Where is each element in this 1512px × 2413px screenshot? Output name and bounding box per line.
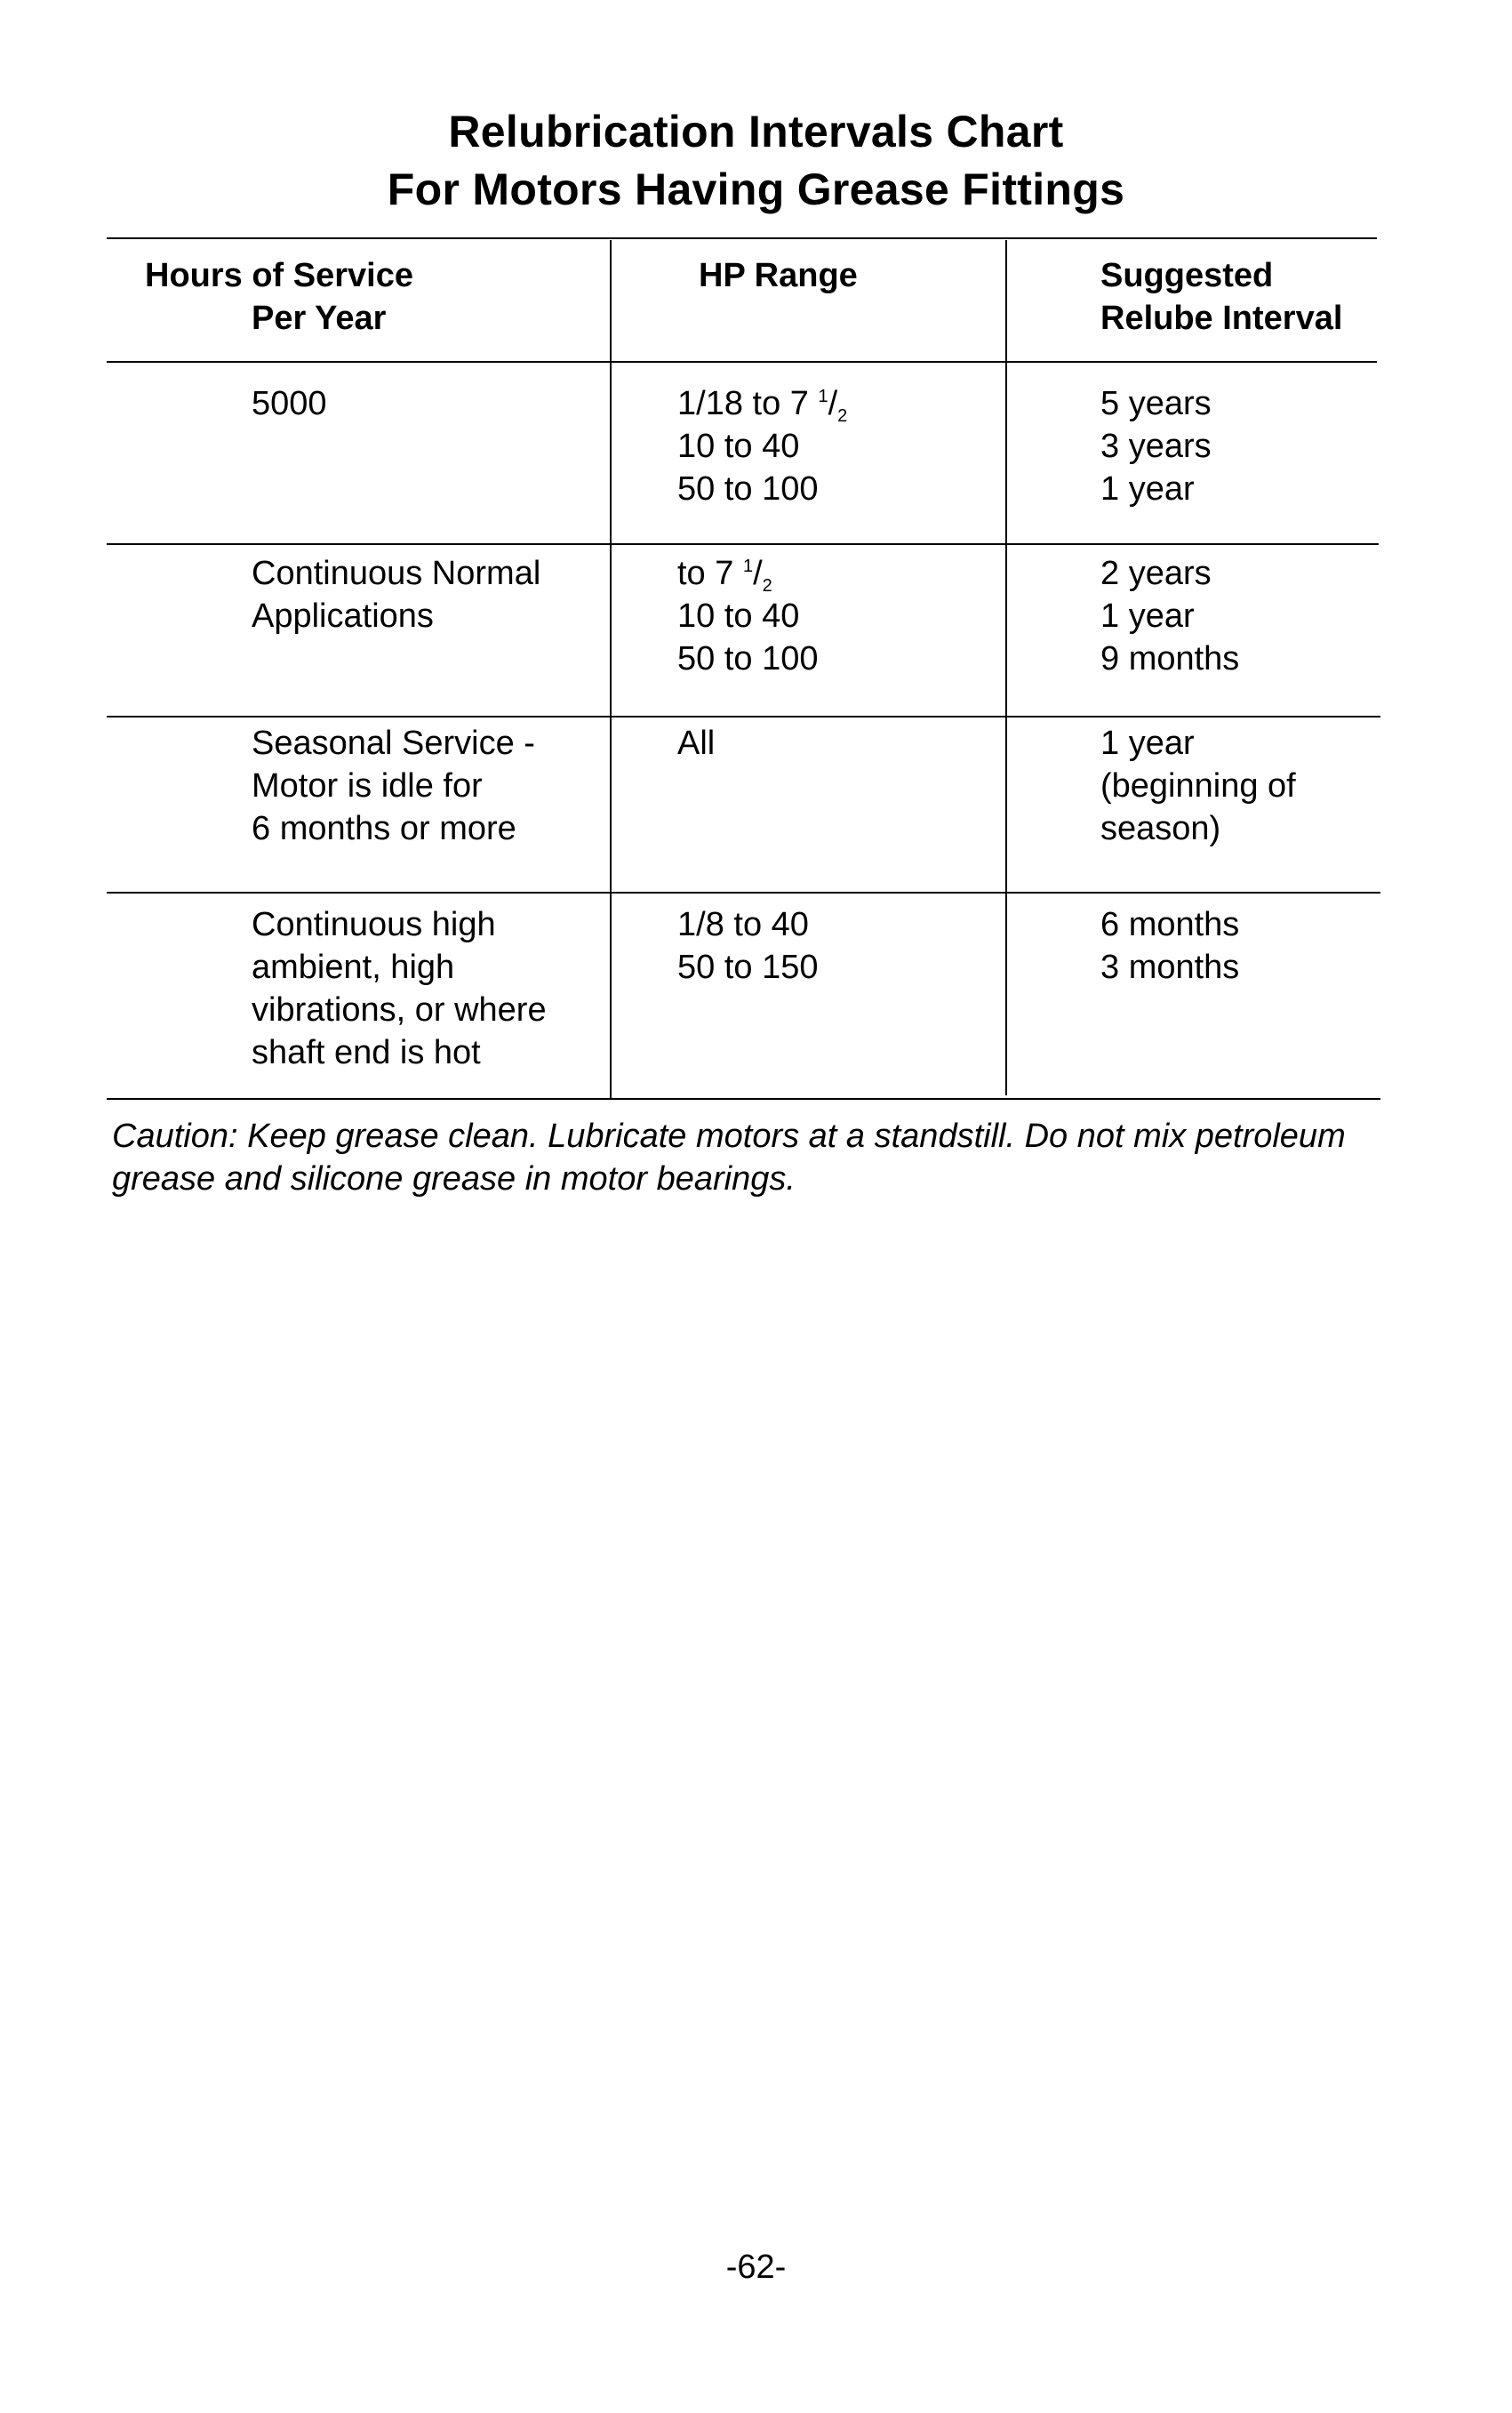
row-4-hours	[252, 903, 547, 1074]
row-2-hp-line-3: 50 to 100	[677, 640, 819, 677]
row-4-hours-line-2: ambient, high	[252, 949, 455, 986]
table-bottom-rule	[107, 1098, 1380, 1100]
row-4-interval-line-2: 3 months	[1100, 949, 1240, 986]
row-1-hp-line-3: 50 to 100	[677, 470, 819, 508]
column-divider-2	[1005, 240, 1007, 1095]
row-3-hours	[252, 722, 535, 850]
row-4-hp-line-2: 50 to 150	[677, 949, 819, 986]
chart-title-line-1: Relubrication Intervals Chart	[448, 107, 1064, 156]
row-2-hp-line-2: 10 to 40	[677, 597, 800, 635]
row-4-interval-line-1: 6 months	[1100, 906, 1240, 943]
header-interval-line-1: Suggested	[1100, 257, 1274, 294]
row-1-interval-line-1: 5 years	[1100, 385, 1212, 422]
header-hours-line-2: Per Year	[252, 300, 387, 337]
header-interval-line-2: Relube Interval	[1100, 300, 1343, 337]
header-hours-of-service	[145, 254, 413, 340]
row-1-hp-line-1: 1/18 to 7 $^1/_2$	[677, 385, 848, 426]
row-2-hours-line-2: Applications	[252, 597, 434, 635]
row-1-hp-line-2: 10 to 40	[677, 428, 800, 465]
row-4-hours-line-4: shaft end is hot	[252, 1034, 481, 1071]
row-4-hours-line-1: Continuous high	[252, 906, 496, 943]
caution-line-1: Caution: Keep grease clean. Lubricate motors at a standstill. Do not mix petroleum	[112, 1118, 1346, 1155]
row-1-interval-line-3: 1 year	[1100, 470, 1195, 508]
row-2-bottom-rule	[107, 716, 1380, 717]
row-1-interval	[1100, 382, 1212, 510]
row-3-hours-line-1: Seasonal Service -	[252, 725, 535, 762]
row-1-hp-range	[677, 382, 847, 510]
row-2-interval-line-1: 2 years	[1100, 555, 1212, 592]
row-3-bottom-rule	[107, 892, 1380, 894]
page-number: -62-	[725, 2249, 787, 2286]
row-3-interval-line-2: (beginning of	[1100, 767, 1296, 805]
row-2-interval	[1100, 552, 1239, 680]
row-3-hours-line-2: Motor is idle for	[252, 767, 483, 805]
header-hp-range	[699, 254, 858, 297]
row-4-interval	[1100, 903, 1239, 989]
header-bottom-rule	[107, 361, 1377, 363]
row-3-hp-line-1: All	[677, 725, 716, 762]
row-3-interval	[1100, 722, 1296, 850]
row-4-hp-line-1: 1/8 to 40	[677, 906, 809, 943]
row-2-interval-line-2: 1 year	[1100, 597, 1195, 635]
row-4-hours-line-3: vibrations, or where	[252, 991, 547, 1029]
row-3-hours-line-3: 6 months or more	[252, 810, 516, 847]
column-divider-1	[610, 240, 612, 1099]
row-2-hours-line-1: Continuous Normal	[252, 555, 541, 592]
row-3-interval-line-1: 1 year	[1100, 725, 1195, 762]
chart-title-line-2: For Motors Having Grease Fittings	[387, 164, 1125, 214]
row-4-hp-range	[677, 903, 818, 989]
header-hp-line-1: HP Range	[699, 257, 858, 294]
header-relube-interval	[1100, 254, 1342, 340]
caution-line-2: grease and silicone grease in motor bearings.	[112, 1160, 796, 1198]
row-3-hp-range	[677, 722, 715, 765]
row-2-interval-line-3: 9 months	[1100, 640, 1240, 677]
row-1-hours	[252, 382, 327, 425]
row-3-interval-line-3: season)	[1100, 810, 1221, 847]
row-1-bottom-rule	[107, 543, 1379, 545]
row-2-hp-range	[677, 552, 818, 680]
row-1-interval-line-2: 3 years	[1100, 428, 1212, 465]
table-top-rule	[107, 237, 1377, 239]
row-2-hp-line-1: to 7 $^1/_2$	[677, 555, 772, 596]
header-hours-line-1: Hours of Service	[145, 257, 413, 294]
row-2-hours	[252, 552, 540, 637]
caution-note	[112, 1115, 1419, 1200]
row-1-hours-line-1: 5000	[252, 385, 327, 422]
